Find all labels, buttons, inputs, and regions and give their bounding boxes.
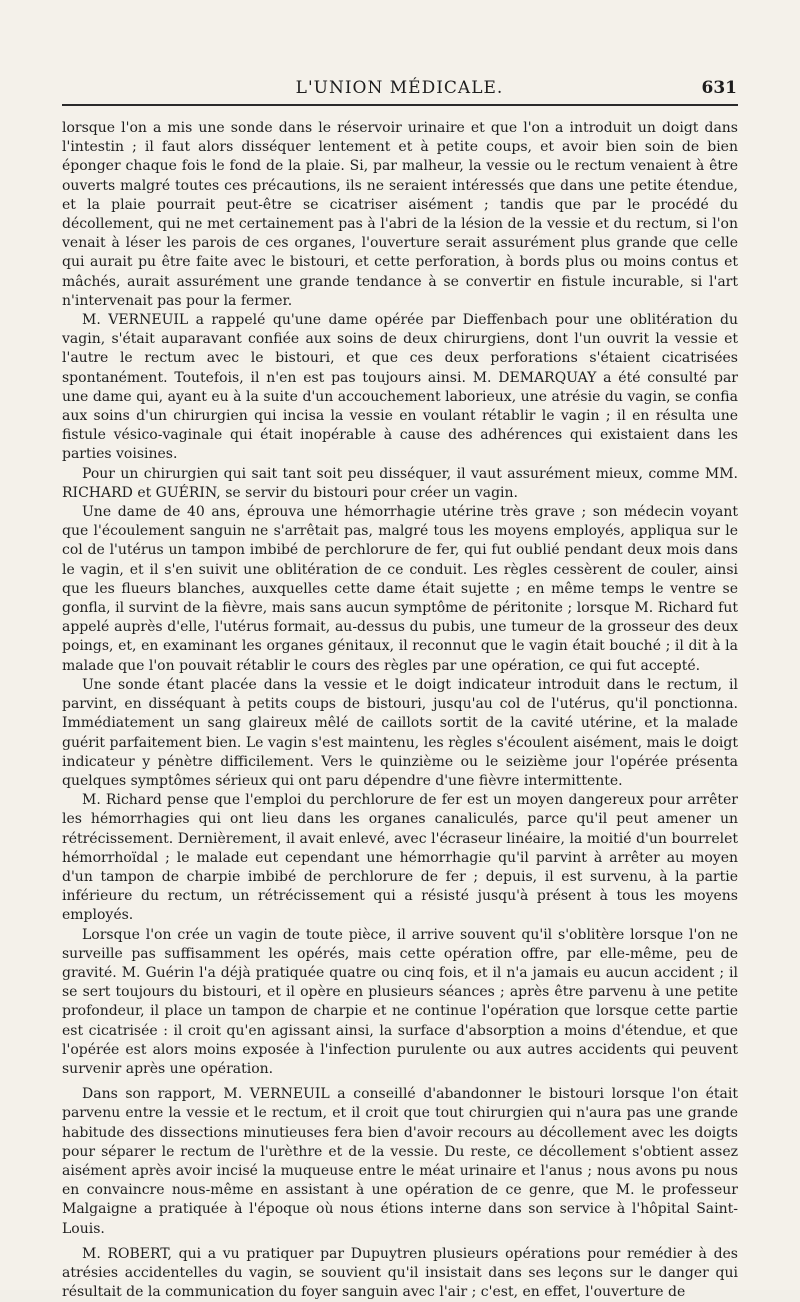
article-body: [62, 119, 738, 1302]
running-title: L'UNION MÉDICALE.: [295, 78, 504, 98]
paragraph: M. Richard pense que l'emploi du perchlorure de fer est un moyen dangereux pour arrêter les hémorrhagies qui ont lieu dans les organes canaliculés, parce qu'il peut amener un rétrécissement. Dernièrement, il avait enlevé, avec l'écraseur linéaire, la moitié d'un bourrelet hémorrhoïdal ; le malade eut cependant une hémorrhagie qu'il parvint à arrêter au moyen d'un tampon de charpie imbibé de perchlorure de fer ; depuis, il est survenu, à la partie inférieure du rectum, un rétrécissement qui a résisté jusqu'à présent à tous les moyens employés.: [62, 792, 738, 924]
page-header: [62, 78, 737, 100]
paragraph: M. VERNEUIL a rappelé qu'une dame opérée par Dieffenbach pour une oblitération du vagin, s'était auparavant confiée aux soins de deux chirurgiens, dont l'un ouvrit la vessie et l'autre le rectum avec le bistouri, et que ces deux perforations s'étaient cicatrisées spontanément. Toutefois, il n'en est pas toujours ainsi. M. DEMARQUAY a été consulté par une dame qui, ayant eu à la suite d'un accouchement laborieux, une atrésie du vagin, se confia aux soins d'un chirurgien qui incisa la vessie en voulant rétablir le vagin ; il en résulta une fistule vésico-vaginale qui était inopérable à cause des adhérences qui existaient dans les parties voisines.: [62, 312, 738, 463]
paragraph: Une sonde étant placée dans la vessie et le doigt indicateur introduit dans le rectum, il parvint, en disséquant à petits coups de bistouri, jusqu'au col de l'utérus, qu'il ponctionna. Immédiatement un sang glaireux mêlé de caillots sortit de la cavité utérine, et la malade guérit parfaitement bien. Le vagin s'est maintenu, les règles s'écoulent aisément, mais le doigt indicateur y pénètre difficilement. Vers le quinzième ou le seizième jour l'opérée présenta quelques symptômes sérieux qui ont paru dépendre d'une fièvre intermittente.: [62, 676, 738, 789]
paragraph: lorsque l'on a mis une sonde dans le réservoir urinaire et que l'on a introduit un doigt dans l'intestin ; il faut alors disséquer lentement et à petite coups, et avoir bien soin de bien éponger chaque fois le fond de la plaie. Si, par malheur, la vessie ou le rectum venaient à être ouverts malgré toutes ces précautions, ils ne seraient intéressés que dans une petite étendue, et la plaie pourrait peut-être se cicatriser aisément ; tandis que par le procédé du décollement, qui ne met certainement pas à l'abri de la lésion de la vessie et du rectum, si l'on venait à léser les parois de ces organes, l'ouverture serait assurément plus grande que celle qui aurait pu être faite avec le bistouri, et cette perforation, à bords plus ou moins contus et mâchés, aurait assurément une grande tendance à se convertir en fistule incurable, si l'art n'intervenait pas pour la fermer.: [62, 120, 738, 309]
header-rule: [62, 104, 738, 106]
paragraph: Une dame de 40 ans, éprouva une hémorrhagie utérine très grave ; son médecin voyant que l'écoulement sanguin ne s'arrêtait pas, malgré tous les moyens employés, appliqua sur le col de l'utérus un tampon imbibé de perchlorure de fer, qui fut oublié pendant deux mois dans le vagin, et il s'en suivit une oblitération de ce conduit. Les règles cessèrent de couler, ainsi que les flueurs blanches, auxquelles cette dame était sujette ; en même temps le ventre se gonfla, il survint de la fièvre, mais sans aucun symptôme de péritonite ; lorsque M. Richard fut appelé auprès d'elle, l'utérus formait, au-dessus du pubis, une tumeur de la grosseur des deux poings, et, en examinant les organes génitaux, il reconnut que le vagin était bouché ; il dit à la malade que l'on pouvait rétablir le cours des règles par une opération, ce qui fut accepté.: [62, 504, 738, 674]
paragraph: Lorsque l'on crée un vagin de toute pièce, il arrive souvent qu'il s'oblitère lorsque l'on ne surveille pas suffisamment les opérés, mais cette opération offre, par elle-même, peu de gravité. M. Guérin l'a déjà pratiquée quatre ou cinq fois, et il n'a jamais eu aucun accident ; il se sert toujours du bistouri, et il opère en plusieurs séances ; après être parvenu à une petite profondeur, il place un tampon de charpie et ne continue l'opération que lorsque cette partie est cicatrisée : il croit qu'en agissant ainsi, la surface d'absorption a moins d'étendue, et que l'opérée est alors moins exposée à l'infection purulente ou aux autres accidents qui peuvent survenir après une opération.: [62, 926, 738, 1077]
paragraph: Pour un chirurgien qui sait tant soit peu disséquer, il vaut assurément mieux, comme MM. RICHARD et GUÉRIN, se servir du bistouri pour créer un vagin.: [62, 465, 738, 501]
paragraph: M. ROBERT, qui a vu pratiquer par Dupuytren plusieurs opérations pour remédier à des atrésies accidentelles du vagin, se souvient qu'il insistait dans ses leçons sur le danger qui résultait de la communication du foyer sanguin avec l'air ; c'est, en effet, l'ouverture de: [62, 1245, 738, 1301]
page-number: 631: [701, 78, 737, 98]
paragraph: Dans son rapport, M. VERNEUIL a conseillé d'abandonner le bistouri lorsque l'on était parvenu entre la vessie et le rectum, et il croit que tout chirurgien qui n'aura pas une grande habitude des dissections minutieuses fera bien d'avoir recours au décollement avec les doigts pour séparer le rectum de l'urèthre et de la vessie. Du reste, ce décollement s'obtient assez aisément après avoir incisé la muqueuse entre le méat urinaire et l'anus ; nous avons pu nous en convaincre nous-même en assistant à une opération de ce genre, que M. le professeur Malgaigne a pratiquée à l'époque où nous étions interne dans son service à l'hôpital Saint-Louis.: [62, 1086, 738, 1237]
